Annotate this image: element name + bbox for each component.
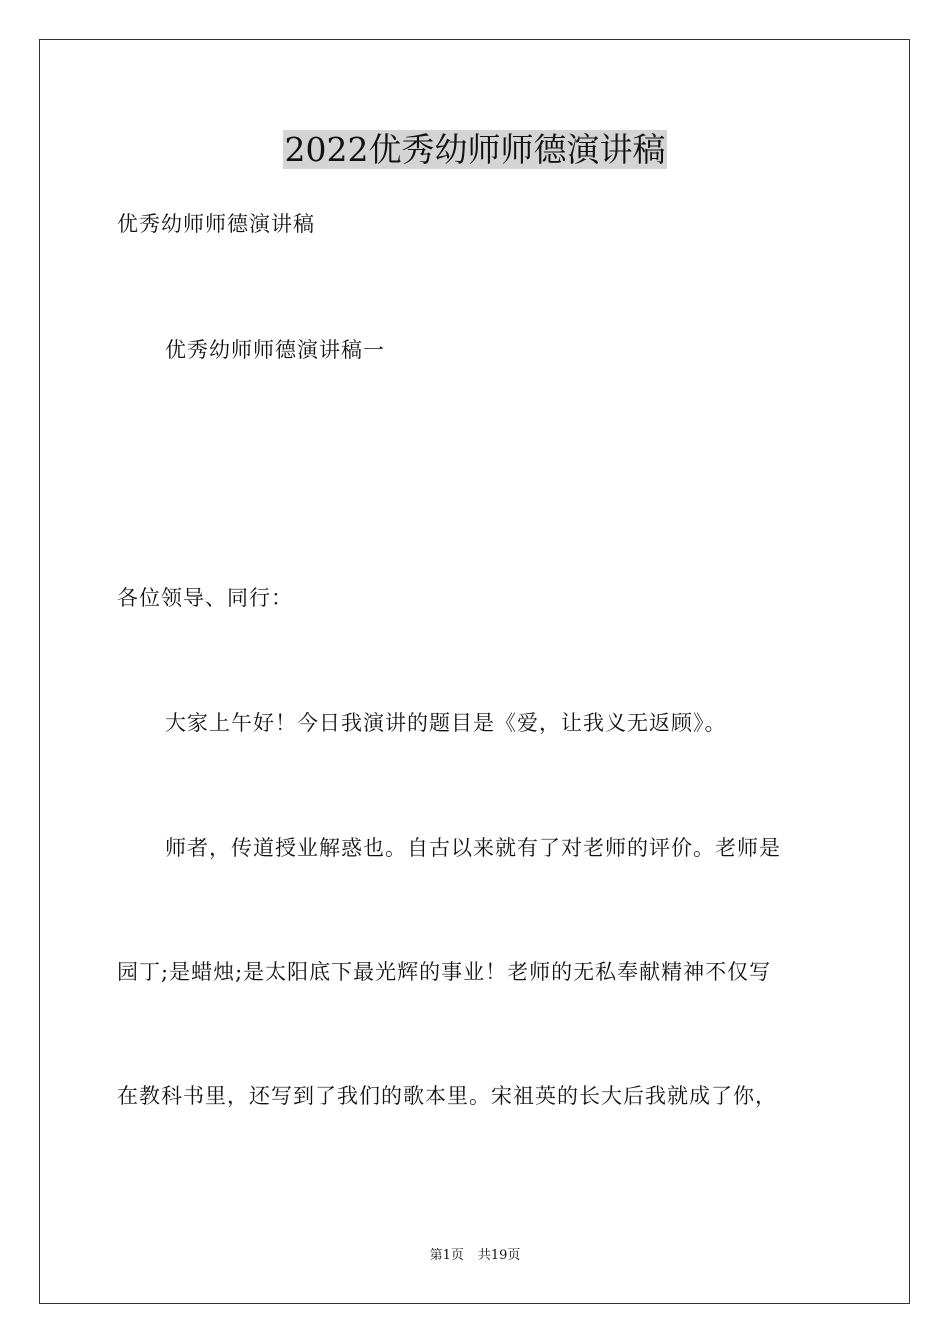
document-subtitle: 优秀幼师师德演讲稿 [117, 212, 315, 236]
page-footer [0, 1247, 950, 1265]
total-pages: 共19页 [477, 1248, 521, 1263]
salutation: 各位领导、同行： [117, 586, 293, 610]
document-title-text: 2022优秀幼师师德演讲稿 [284, 130, 666, 169]
paragraph-1: 大家上午好！今日我演讲的题目是《爱，让我义无返顾》。 [165, 711, 727, 735]
paragraph-2-line-3: 在教科书里，还写到了我们的歌本里。宋祖英的长大后我就成了你， [117, 1084, 777, 1108]
page-number: 第1页 [429, 1248, 464, 1263]
paragraph-2-line-1: 师者，传道授业解惑也。自古以来就有了对老师的评价。老师是 [165, 836, 781, 860]
document-title [0, 128, 950, 172]
paragraph-2-line-2: 园丁;是蜡烛;是太阳底下最光辉的事业！老师的无私奉献精神不仅写 [117, 960, 772, 984]
section-heading: 优秀幼师师德演讲稿一 [165, 338, 385, 362]
